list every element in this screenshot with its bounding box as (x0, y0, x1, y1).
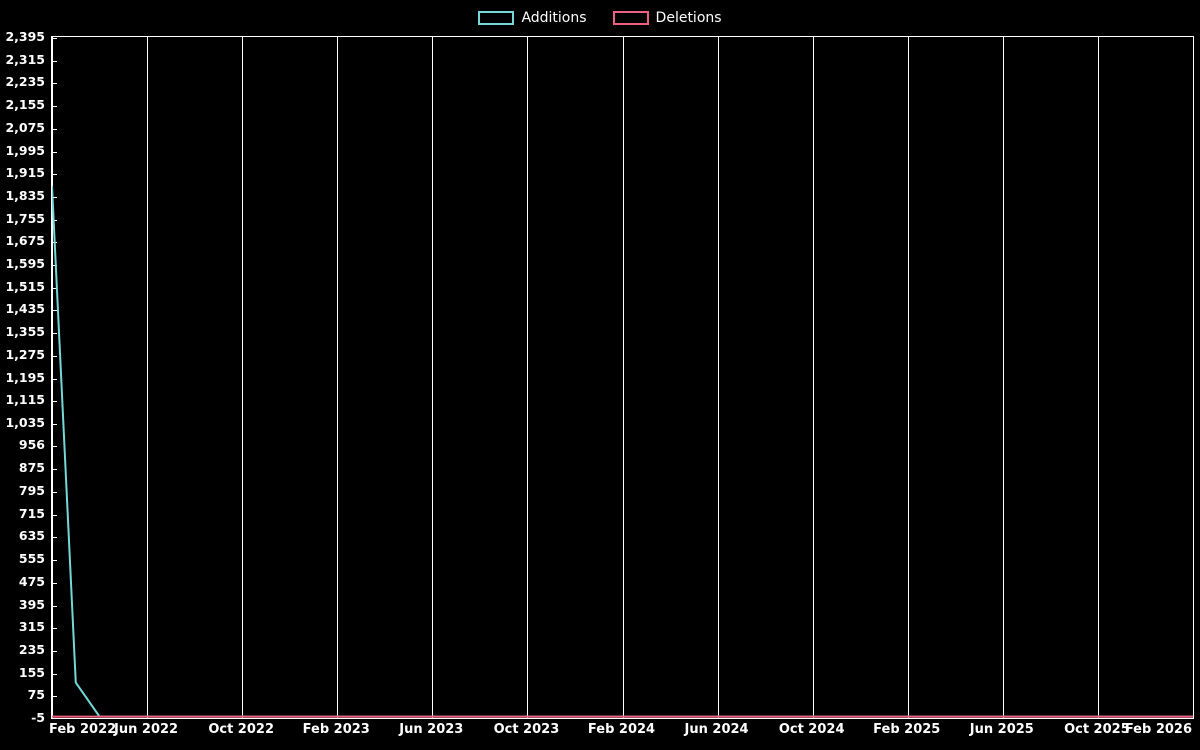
x-axis-tick-label: Oct 2023 (493, 722, 560, 737)
x-axis-tick-label: Oct 2024 (778, 722, 845, 737)
legend-item-deletions[interactable] (613, 11, 722, 25)
y-axis-tick-label: 1,355 (5, 324, 45, 340)
legend-label-additions: Additions (521, 10, 587, 26)
plot-area (51, 36, 1194, 719)
y-axis-tick-label: 635 (18, 528, 45, 544)
y-axis-tick-label: 1,995 (5, 142, 45, 158)
x-axis-tick-label: Feb 2025 (873, 722, 941, 737)
x-axis-tick-label: Jun 2023 (399, 722, 464, 737)
y-axis-tick-label: 1,675 (5, 233, 45, 249)
y-axis-tick-label: 235 (18, 641, 45, 657)
y-axis-tick-label: 1,435 (5, 301, 45, 317)
y-axis-tick-label: 795 (18, 483, 45, 498)
y-axis-tick-label: 1,515 (5, 278, 45, 294)
y-axis-tick-label: 555 (18, 551, 45, 567)
y-axis-tick-label: 715 (18, 505, 45, 521)
y-axis-tick-label: 2,155 (5, 97, 45, 113)
y-axis-tick-label: 1,755 (5, 210, 45, 226)
y-axis-tick-label: 75 (27, 687, 45, 703)
x-axis-tick-label: Oct 2022 (208, 722, 274, 737)
x-axis-tick-label: Feb 2024 (587, 722, 656, 737)
y-axis-tick-label: 1,915 (5, 165, 45, 181)
x-axis-tick-label: Jun 2022 (114, 722, 179, 737)
y-axis-tick-label: 1,035 (5, 414, 45, 430)
y-axis-tick-label: 1,115 (5, 392, 45, 408)
legend-swatch-additions (478, 11, 514, 25)
y-axis-tick-label: 155 (18, 664, 45, 680)
x-axis-labels (51, 722, 1194, 746)
y-axis-tick-label: 1,275 (5, 346, 45, 362)
x-axis-tick-label: Feb 2026 (1124, 722, 1192, 737)
x-axis-tick-label: Feb 2022 (49, 722, 117, 737)
y-axis-tick-label: 315 (18, 619, 45, 635)
y-axis-tick-label: -5 (31, 710, 45, 725)
y-axis-tick-label: 2,075 (5, 119, 45, 135)
gridline-vertical (1193, 37, 1194, 718)
y-axis-labels (0, 29, 48, 725)
chart-legend (0, 7, 1200, 29)
series-line-additions (52, 186, 1193, 717)
y-axis-tick-label: 2,315 (5, 51, 45, 67)
y-axis-tick-label: 2,235 (5, 74, 45, 90)
series-lines (52, 37, 1193, 718)
y-axis-tick-label: 2,395 (5, 29, 45, 44)
x-axis-tick-label: Jun 2025 (969, 722, 1034, 737)
y-axis-tick-label: 875 (18, 460, 45, 476)
legend-swatch-deletions (613, 11, 649, 25)
legend-item-additions[interactable] (478, 11, 586, 25)
legend-label-deletions: Deletions (655, 10, 722, 26)
y-axis-tick-label: 395 (18, 596, 45, 612)
x-axis-tick-label: Oct 2025 (1064, 722, 1130, 737)
y-axis-tick-label: 956 (18, 437, 45, 453)
y-axis-tick-label: 1,835 (5, 187, 45, 203)
y-axis-tick-label: 475 (18, 573, 45, 589)
x-axis-tick-label: Feb 2023 (302, 722, 370, 737)
y-axis-tick-label: 1,195 (5, 369, 45, 385)
x-axis-tick-label: Jun 2024 (684, 722, 749, 737)
y-axis-tick-label: 1,595 (5, 256, 45, 271)
